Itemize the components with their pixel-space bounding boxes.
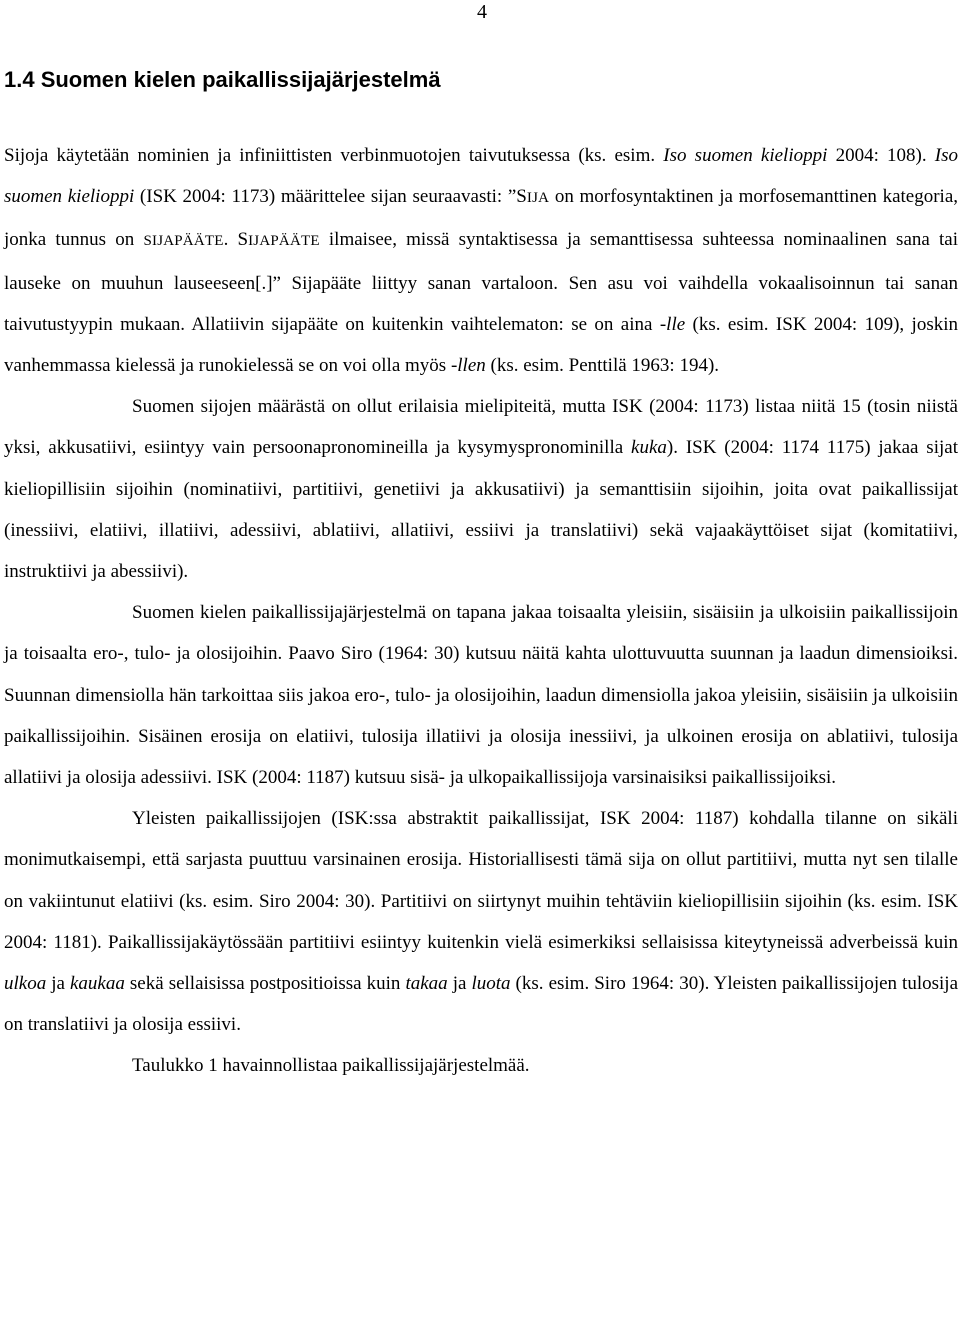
- paragraph-3: Suomen kielen paikallissijajärjestelmä on tapana jakaa toisaalta yleisiin, sisäisiin ja ulkoisiin paikallissijoin ja toisaalta ero-, tulo- ja olosijoihin. Paavo Siro (1964: 30) kutsuu näitä kahta ulottuvuutta suunnan ja laadun dimensioiksi. Suunnan dimensiolla hän tarkoittaa siis jakoa ero-, tulo- ja olosijoihin, laadun dimensiolla jakoa yleisiin, sisäisiin ja ulkoisiin paikallissijoihin. Sisäinen erosija on elatiivi, tulosija illatiivi ja olosija inessiivi, ja ulkoinen erosija on ablatiivi, tulosija allatiivi ja olosija adessiivi. ISK (2004: 1187) kutsuu sisä- ja ulkopaikallissijoja varsinaisiksi paikallissijoiksi.: [4, 602, 958, 789]
- p2-italic-1: kuka: [631, 437, 667, 459]
- p1-text-5: . S: [223, 229, 249, 251]
- p1-text-3: (ISK 2004: 1173) määrittelee sijan seuraavasti: ”S: [134, 186, 527, 208]
- p4-text-4: ja: [447, 973, 472, 995]
- paragraph-2: [4, 386, 958, 592]
- p1-smallcaps-2: SIJAPÄÄTE: [143, 233, 224, 250]
- p1-text-6: ilmaisee, missä syntaktisessa ja semanttisessa suhteessa nominaalinen sana tai lauseke on muuhun lauseeseen[.]” Sijapääte liittyy sanan vartaloon. Sen asu voi vaihdella vokaalisoinnun tai sanan taivutustyypin mukaan. Allatiivin sijapääte on kuitenkin vaihtelematon: se on aina: [4, 229, 958, 335]
- p1-text-7: (ks. esim. ISK 2004: 109), joskin vanhemmassa kielessä ja runokielessä se on voi olla myös: [4, 313, 958, 377]
- p1-italic-2: Iso suomen kielioppi: [4, 145, 958, 208]
- paragraph-5: Taulukko 1 havainnollistaa paikallissijajärjestelmää.: [132, 1055, 530, 1077]
- p1-italic-1: Iso suomen kielioppi: [663, 145, 828, 166]
- p4-text-3: sekä sellaisissa postpositioissa kuin: [124, 973, 406, 995]
- p1-smallcaps-3: IJAPÄÄTE: [248, 233, 320, 250]
- p1-smallcaps-1: IJA: [526, 190, 550, 207]
- p1-italic-3: -lle: [659, 313, 686, 335]
- p4-text-5: (ks. esim. Siro 1964: 30). Yleisten paikallissijojen tulosija on translatiivi ja olosija essiivi.: [4, 973, 959, 1036]
- p4-italic-3: takaa: [405, 973, 448, 995]
- page-number: 4: [477, 1, 487, 23]
- p1-text-4: on morfosyntaktinen ja morfosemanttinen kategoria, jonka tunnus on: [4, 186, 959, 251]
- p4-italic-4: luota: [471, 973, 511, 995]
- body-text: [4, 135, 958, 1087]
- p1-text-2: 2004: 108).: [827, 145, 935, 166]
- p4-text-1: Yleisten paikallissijojen (ISK:ssa abstraktit paikallissijat, ISK 2004: 1187) kohdalla tilanne on sikäli monimutkaisempi, että sarjasta puuttuu varsinainen erosija. Historiallisesti tämä sija on ollut partitiivi, mutta nyt sen tilalle on vakiintunut elatiivi (ks. esim. Siro 2004: 30). Partitiivi on siirtynyt muihin tehtäviin kieliopillisiin sijoihin (ks. esim. ISK 2004: 1181). Paikallissijakäytössään partitiivi esiintyy kuitenkin vielä esimerkiksi sellaisissa kiteytyneissä adverbeissä kuin: [4, 808, 958, 953]
- p4-italic-1: ulkoa: [4, 973, 47, 995]
- paragraph-1: [4, 135, 958, 386]
- p4-italic-2: kaukaa: [70, 973, 125, 995]
- paragraph-4: [4, 798, 958, 1045]
- p2-text-1: Suomen sijojen määrästä on ollut erilaisia mielipiteitä, mutta ISK (2004: 1173) listaa niitä 15 (tosin niistä yksi, akkusatiivi, esiintyy vain persoonapronomineilla ja kysymyspronominilla: [4, 396, 958, 459]
- p1-text-1: Sijoja käytetään nominien ja infiniittisten verbinmuotojen taivutuksessa (ks. esim.: [4, 145, 664, 166]
- p4-text-2: ja: [46, 973, 70, 995]
- p1-text-8: (ks. esim. Penttilä 1963: 194).: [485, 355, 720, 377]
- p1-italic-4: -llen: [450, 355, 486, 377]
- p2-text-2: ). ISK (2004: 1174 1175) jakaa sijat kieliopillisiin sijoihin (nominatiivi, partitiivi, genetiivi ja akkusatiivi) ja semanttisiin sijoihin, joita ovat paikallissijat (inessiivi, elatiivi, illatiivi, adessiivi, ablatiivi, allatiivi, essiivi ja translatiivi) sekä vajaakäyttöiset sijat (komitatiivi, instruktiivi ja abessiivi).: [4, 437, 958, 583]
- section-heading: 1.4 Suomen kielen paikallissijajärjestelmä: [4, 67, 441, 92]
